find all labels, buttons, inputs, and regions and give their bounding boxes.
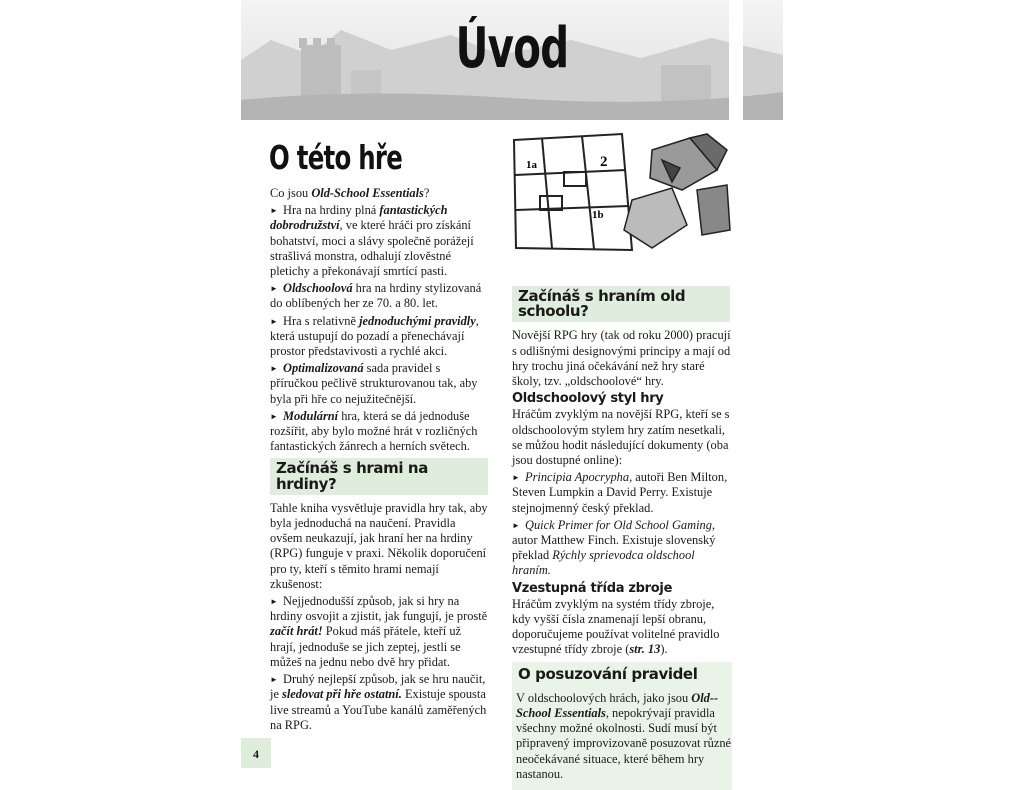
oldschool-new-heading: Začínáš s hraním old schoolu?	[512, 286, 730, 322]
intro-bullet: ► Hra na hrdiny plná fantastických dobrodružství, ve které hráči pro získání bohatství, moci a slávy společně porážejí strašlivá monstra, odhalují zlověstné pletichy a překonávají smrtící pasti.	[270, 203, 474, 279]
oldschool-style-paragraph: Hráčům zvyklým na novější RPG, kteří se s oldschoolovým stylem hry zatím nesetkali, se můžou hodit následující dokumenty (oba jsou dostupné online):	[512, 407, 730, 468]
dungeon-map-dice-illustration	[512, 130, 730, 255]
page-number-tab	[241, 738, 271, 768]
decorative-edge	[729, 0, 743, 125]
map-label-1b: 1b	[592, 209, 604, 221]
oldschool-style-heading: Oldschoolový styl hry	[512, 391, 664, 407]
left-column	[270, 186, 488, 735]
map-label-1a: 1a	[526, 159, 537, 171]
bullet-icon: ►	[270, 284, 278, 294]
reference-item: ► Principia Apocrypha, autoři Ben Milton, Steven Lumpkin a David Perry. Existuje stejnojmenný český překlad.	[512, 470, 728, 515]
chapter-title: Úvod	[455, 16, 569, 81]
bullet-icon: ►	[270, 411, 278, 421]
right-column	[512, 282, 732, 790]
chapter-banner	[241, 0, 783, 120]
bullet-icon: ►	[512, 473, 520, 483]
rpg-new-heading: Začínáš s hrami na hrdiny?	[270, 458, 488, 494]
page-number: 4	[253, 747, 259, 761]
judgment-panel	[512, 662, 732, 790]
judgment-paragraph: V oldschoolových hrách, jako jsou Old--School Essentials, nepokrývají pravidla všechny možné okolnosti. Sudí musí být připravený improvizovaně posuzovat různé neočekávané situace, které během hry nastanou.	[516, 690, 732, 781]
armor-paragraph: Hráčům zvyklým na systém třídy zbroje, kdy vyšší čísla znamenají lepší obranu, doporučujeme používat volitelné pravidlo vzestupné třídy zbroje (str. 13).	[512, 596, 720, 657]
rpg-new-bullet: ► Druhý nejlepší způsob, jak se hru naučit, je sledovat při hře ostatní. Existuje spousta live streamů a YouTube kanálů zaměřených na RPG.	[270, 672, 487, 732]
bullet-icon: ►	[270, 316, 278, 326]
bullet-icon: ►	[270, 675, 278, 685]
oldschool-new-paragraph: Novější RPG hry (tak od roku 2000) pracují s odlišnými designovými principy a mají od hry trochu jiná očekávání než hry staré školy, tzv. „oldschoolové“ hry.	[512, 328, 731, 389]
book-page	[241, 0, 783, 781]
bullet-icon: ►	[270, 206, 278, 216]
bullet-icon: ►	[512, 520, 520, 530]
rpg-new-bullet: ► Nejjednodušší způsob, jak si hry na hrdiny osvojit a zjistit, jak fungují, je prostě začít hrát! Pokud máš přátele, kteří už hrají, jednoduše se jich zeptej, jestli se můžeš na jednu nebo dvě hry přidat.	[270, 594, 488, 669]
bullet-icon: ►	[270, 364, 278, 374]
intro-bullet: ► Oldschoolová hra na hrdiny stylizovaná do oblíbených her ze 70. a 80. let.	[270, 281, 482, 311]
intro-question: Co jsou Old-School Essentials?	[270, 186, 430, 200]
intro-bullet: ► Optimalizovaná sada pravidel s příručkou pečlivě strukturovanou tak, aby byla při hře co nejužitečnější.	[270, 361, 478, 406]
armor-heading: Vzestupná třída zbroje	[512, 580, 673, 596]
intro-bullet: ► Modulární hra, která se dá jednoduše rozšířit, aby bylo možné hrát v rozličných fantastických žánrech a herních světech.	[270, 408, 478, 454]
section-title: O této hře	[269, 138, 403, 177]
map-label-2: 2	[600, 154, 608, 170]
bullet-icon: ►	[270, 597, 278, 607]
rpg-new-paragraph: Tahle kniha vysvětluje pravidla hry tak, aby byla jednoduchá na naučení. Pravidla ovšem neukazují, jak hraní her na hrdiny (RPG) funguje v praxi. Několik doporučení pro ty, kteří s těmito hrami nemají zkušenost:	[270, 500, 488, 591]
judgment-heading: O posuzování pravidel	[518, 664, 698, 683]
intro-bullet: ► Hra s relativně jednoduchými pravidly, která ustupují do pozadí a přenechávají prostor představivosti a rychlé akci.	[270, 313, 479, 359]
reference-item: ► Quick Primer for Old School Gaming, autor Matthew Finch. Existuje slovenský překlad Rýchly sprievodca oldschool hraním.	[512, 517, 716, 578]
